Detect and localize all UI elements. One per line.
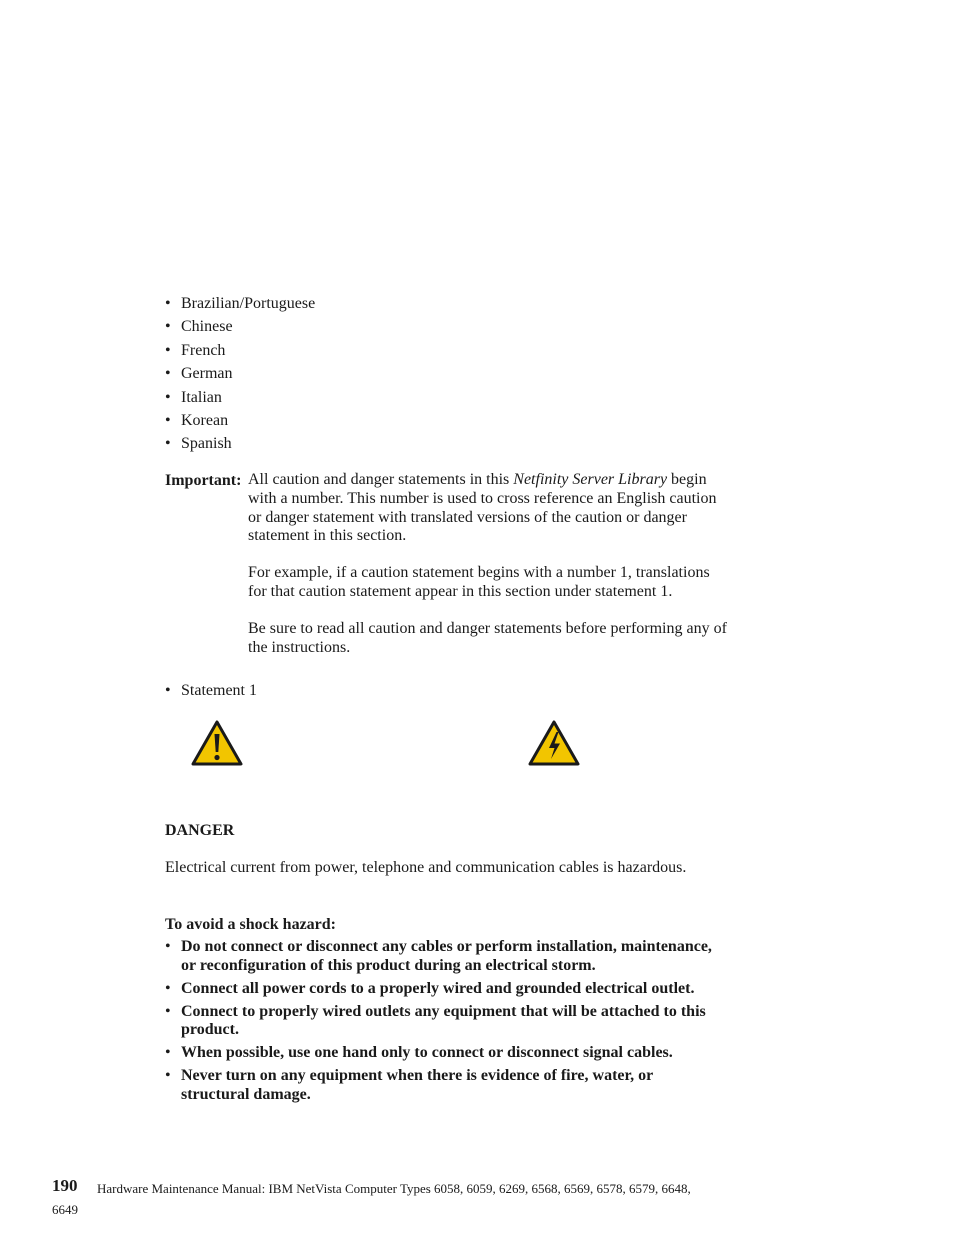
page-number: 190 <box>52 1176 78 1195</box>
bullet: • <box>165 295 171 312</box>
bullet: • <box>165 365 171 383</box>
shock-hazard-list <box>165 938 725 1109</box>
hazard-instruction: Do not connect or disconnect any cables or perform installation, maintenance, or reconfiguration of this product during an electrical storm. <box>181 938 712 974</box>
hazard-instruction: Connect to properly wired outlets any equipment that will be attached to this product. <box>181 1002 706 1039</box>
list-item <box>165 938 725 975</box>
bullet: • <box>165 435 171 453</box>
list-item <box>165 363 315 386</box>
bullet: • <box>165 1002 171 1020</box>
danger-title: DANGER <box>165 822 235 839</box>
important-paragraph-2: For example, if a caution statement begins with a number 1, translations for that caution statement appear in this section under statement 1. <box>248 564 710 600</box>
list-item <box>165 340 315 363</box>
bullet: • <box>165 411 171 429</box>
important-paragraph-1 <box>248 471 728 546</box>
important-paragraph-3: Be sure to read all caution and danger statements before performing any of the instructions. <box>248 619 727 656</box>
list-item <box>165 1003 725 1040</box>
important-label: Important: <box>165 472 242 489</box>
hazard-instruction: When possible, use one hand only to connect or disconnect signal cables. <box>181 1044 673 1062</box>
bullet: • <box>165 938 171 955</box>
bullet: • <box>165 341 171 359</box>
list-item <box>165 1067 725 1104</box>
bullet: • <box>165 1067 171 1085</box>
avoid-shock-title: To avoid a shock hazard: <box>165 916 336 933</box>
important-p1-end: begin with a number. This number is used to cross reference an English caution or danger statement with translated versions of the caution or danger statement in this section. <box>248 471 717 545</box>
electrical-hazard-icon <box>527 719 581 767</box>
footer-title: Hardware Maintenance Manual: IBM NetVista Computer Types 6058, 6059, 6269, 6568, 6569, 6578, 6579, 6648, <box>97 1181 691 1196</box>
language-list <box>165 293 315 457</box>
caution-triangle-icon <box>190 719 244 767</box>
bullet: • <box>165 682 171 699</box>
library-title: Netfinity Server Library <box>513 471 668 488</box>
language-name: Italian <box>181 388 222 406</box>
danger-text: Electrical current from power, telephone and communication cables is hazardous. <box>165 859 687 876</box>
statement-item <box>165 681 257 700</box>
language-name: German <box>181 365 233 383</box>
list-item <box>165 980 725 999</box>
bullet: • <box>165 1044 171 1062</box>
important-note <box>248 471 728 675</box>
list-item <box>165 1044 725 1063</box>
statement-label: Statement 1 <box>181 682 257 699</box>
list-item <box>165 387 315 410</box>
list-item <box>165 433 315 456</box>
language-name: Chinese <box>181 318 233 336</box>
hazard-instruction: Never turn on any equipment when there is evidence of fire, water, or structural damage. <box>181 1067 653 1103</box>
language-name: French <box>181 341 226 359</box>
language-name: Korean <box>181 411 229 429</box>
language-name: Spanish <box>181 435 232 453</box>
bullet: • <box>165 388 171 406</box>
hazard-instruction: Connect all power cords to a properly wired and grounded electrical outlet. <box>181 979 695 997</box>
important-p1-start: All caution and danger statements in this <box>248 471 514 488</box>
list-item <box>165 316 315 339</box>
bullet: • <box>165 318 171 336</box>
bullet: • <box>165 979 171 997</box>
list-item <box>165 410 315 433</box>
list-item <box>165 293 315 316</box>
language-name: Brazilian/Portuguese <box>181 295 316 312</box>
footer-title-continued: 6649 <box>52 1202 78 1217</box>
